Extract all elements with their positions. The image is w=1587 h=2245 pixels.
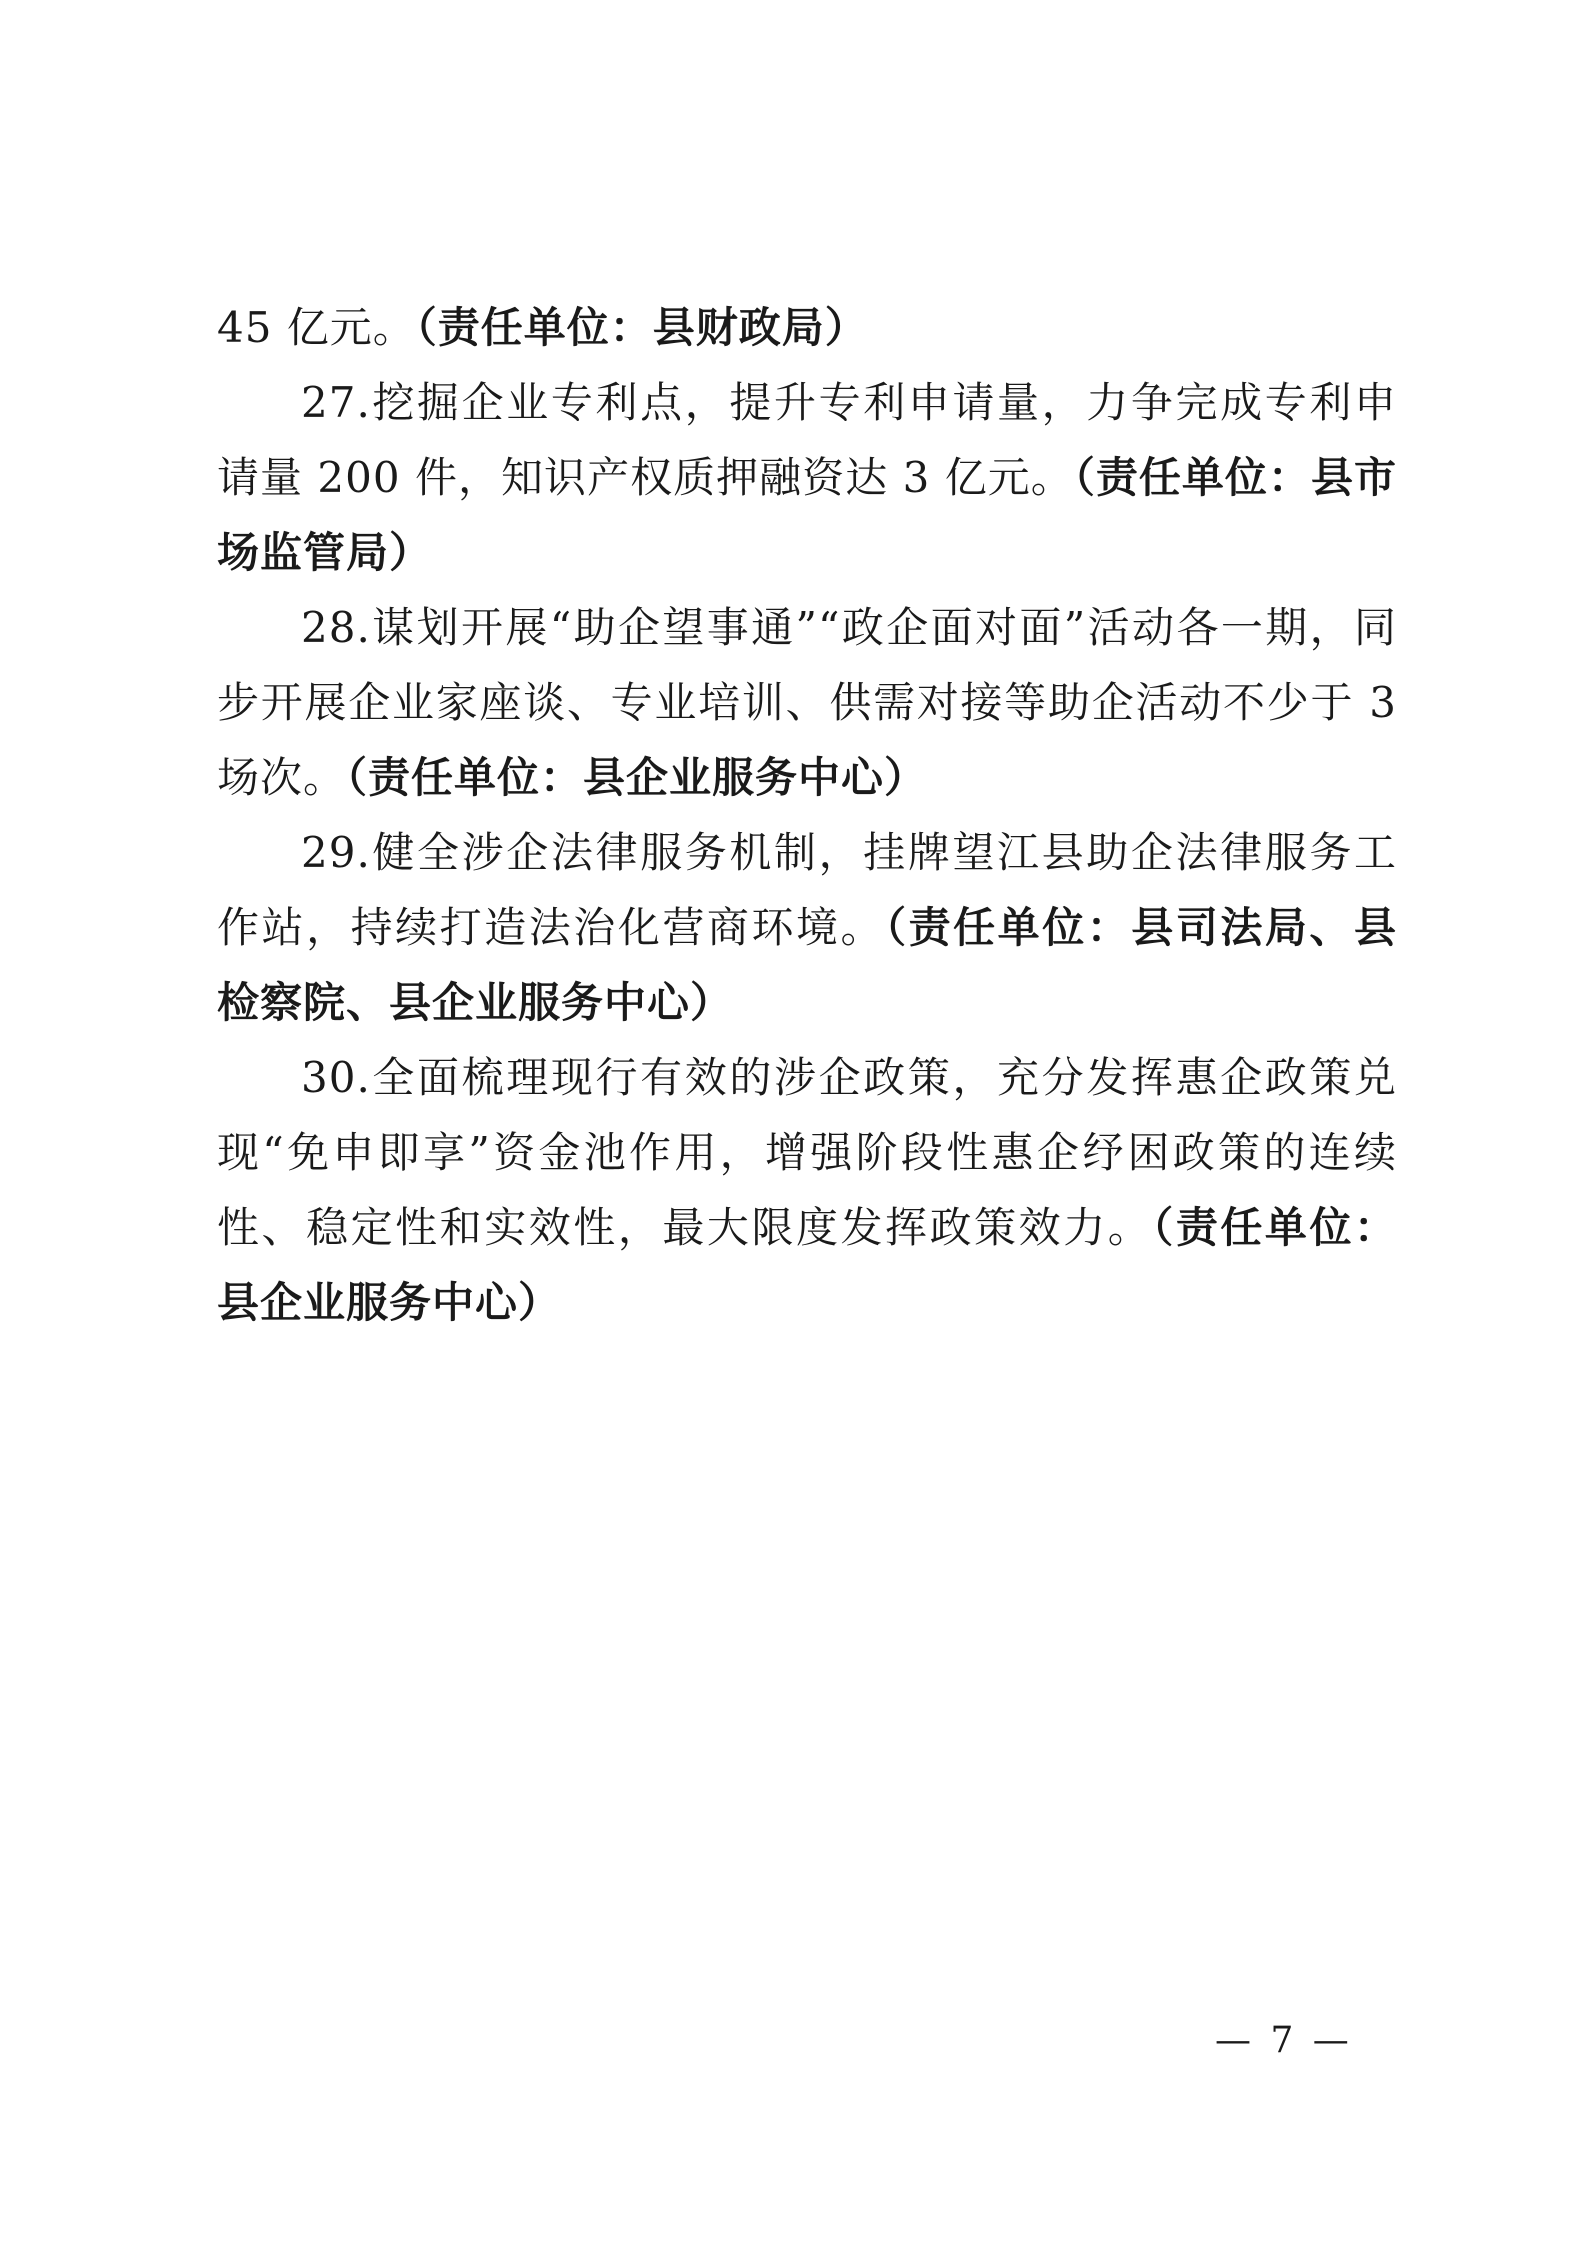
paragraph-text: 27.挖掘企业专利点，提升专利申请量，力争完成专利申请量 200 件，知识产权质押融资达 3 亿元。	[217, 378, 1397, 502]
document-body	[217, 290, 1397, 1340]
paragraph-29	[217, 815, 1397, 1040]
paragraph-28	[217, 590, 1397, 815]
paragraph-text: 45 亿元。	[217, 303, 416, 352]
page-number: — 7 —	[1215, 2020, 1353, 2061]
paragraph-text: 29.健全涉企法律服务机制，挂牌望江县助企法律服务工作站，持续打造法治化营商环境。	[217, 828, 1397, 952]
paragraph-30	[217, 1040, 1397, 1340]
paragraph-26-continuation	[217, 290, 1397, 365]
responsible-unit: （责任单位：县财政局）	[415, 303, 868, 352]
responsible-unit: （责任单位：县企业服务中心）	[346, 753, 928, 802]
responsible-unit: （责任单位：县司法局、县检察院、县企业服务中心）	[217, 903, 1397, 1027]
paragraph-27	[217, 365, 1397, 590]
responsible-unit: （责任单位：县市场监管局）	[217, 453, 1397, 577]
responsible-unit: （责任单位：县企业服务中心）	[217, 1203, 1397, 1327]
paragraph-text: 30.全面梳理现行有效的涉企政策，充分发挥惠企政策兑现“免申即享”资金池作用，增强阶段性惠企纾困政策的连续性、稳定性和实效性，最大限度发挥政策效力。	[217, 1053, 1397, 1252]
paragraph-text: 28.谋划开展“助企望事通”“政企面对面”活动各一期，同步开展企业家座谈、专业培训、供需对接等助企活动不少于 3 场次。	[217, 603, 1397, 802]
